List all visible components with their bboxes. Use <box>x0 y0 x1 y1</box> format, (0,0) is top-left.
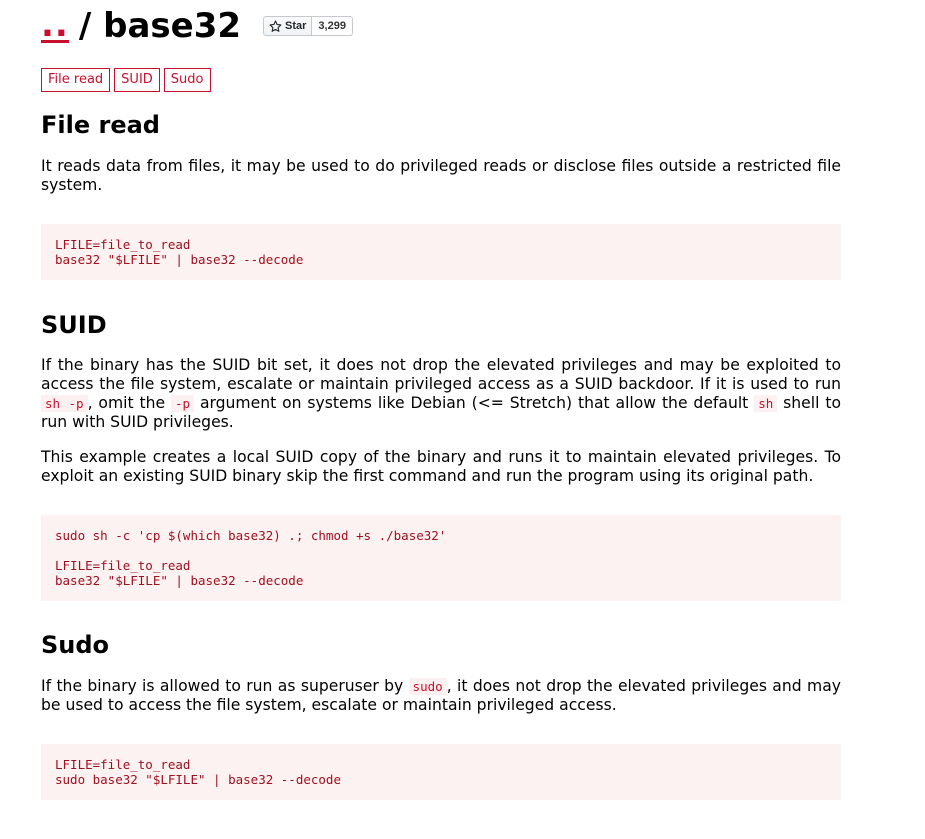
title-separator: / <box>78 6 92 46</box>
function-tags <box>41 68 211 92</box>
star-count[interactable]: 3,299 <box>312 16 353 36</box>
star-outline-icon <box>269 20 282 33</box>
code-line: sudo sh -c 'cp $(which base32) .; chmod +s ./base32' <box>55 528 447 543</box>
section-heading-sudo: Sudo <box>41 631 110 659</box>
code-blank-line <box>55 543 827 558</box>
code-line: base32 "$LFILE" | base32 --decode <box>55 573 304 588</box>
file-read-code-block <box>41 224 841 280</box>
suid-description <box>41 356 841 432</box>
file-read-description: It reads data from files, it may be used to do privileged reads or disclose files outside a restricted file system. <box>41 157 841 194</box>
star-label: Star <box>285 20 307 32</box>
sudo-code-block <box>41 744 841 800</box>
suid-example-description: This example creates a local SUID copy of the binary and runs it to maintain elevated privileges. To exploit an existing SUID binary skip the first command and run the program using its original path. <box>41 448 841 485</box>
code-line: sudo base32 "$LFILE" | base32 --decode <box>55 772 341 787</box>
section-heading-suid: SUID <box>41 311 107 339</box>
text-run: If the binary is allowed to run as superuser by <box>41 677 409 695</box>
tag-file-read[interactable]: File read <box>41 68 110 92</box>
text-run: , it does not drop the elevated privileges and may be used to access the file system, escalate or maintain privileged access. <box>41 677 841 714</box>
parent-directory-link[interactable]: .. <box>41 4 69 45</box>
sudo-description <box>41 677 841 715</box>
code-line: LFILE=file_to_read <box>55 757 191 772</box>
section-heading-file-read: File read <box>41 111 160 139</box>
code-line: LFILE=file_to_read <box>55 237 191 252</box>
inline-code-sudo: sudo <box>409 678 447 695</box>
star-button[interactable] <box>263 16 312 36</box>
suid-code-block <box>41 515 841 601</box>
inline-code-sh: sh <box>754 395 777 412</box>
github-star-widget[interactable] <box>263 16 353 36</box>
text-run: argument on systems like Debian (<= Stretch) that allow the default <box>194 394 755 412</box>
text-run: If the binary has the SUID bit set, it does not drop the elevated privileges and may be exploited to access the file system, escalate or maintain privileged access as a SUID backdoor. If it is used to run <box>41 356 841 393</box>
page-title <box>79 6 241 46</box>
tag-suid[interactable]: SUID <box>114 68 160 92</box>
code-line: base32 "$LFILE" | base32 --decode <box>55 252 304 267</box>
page-header <box>41 6 353 46</box>
inline-code-sh-p: sh -p <box>41 395 88 412</box>
inline-code-p-flag: -p <box>171 395 194 412</box>
text-run: , omit the <box>87 394 171 412</box>
code-line: LFILE=file_to_read <box>55 558 191 573</box>
binary-name: base32 <box>103 6 242 46</box>
text-run: shell to run with SUID privileges. <box>41 394 841 431</box>
tag-sudo[interactable]: Sudo <box>164 68 211 92</box>
